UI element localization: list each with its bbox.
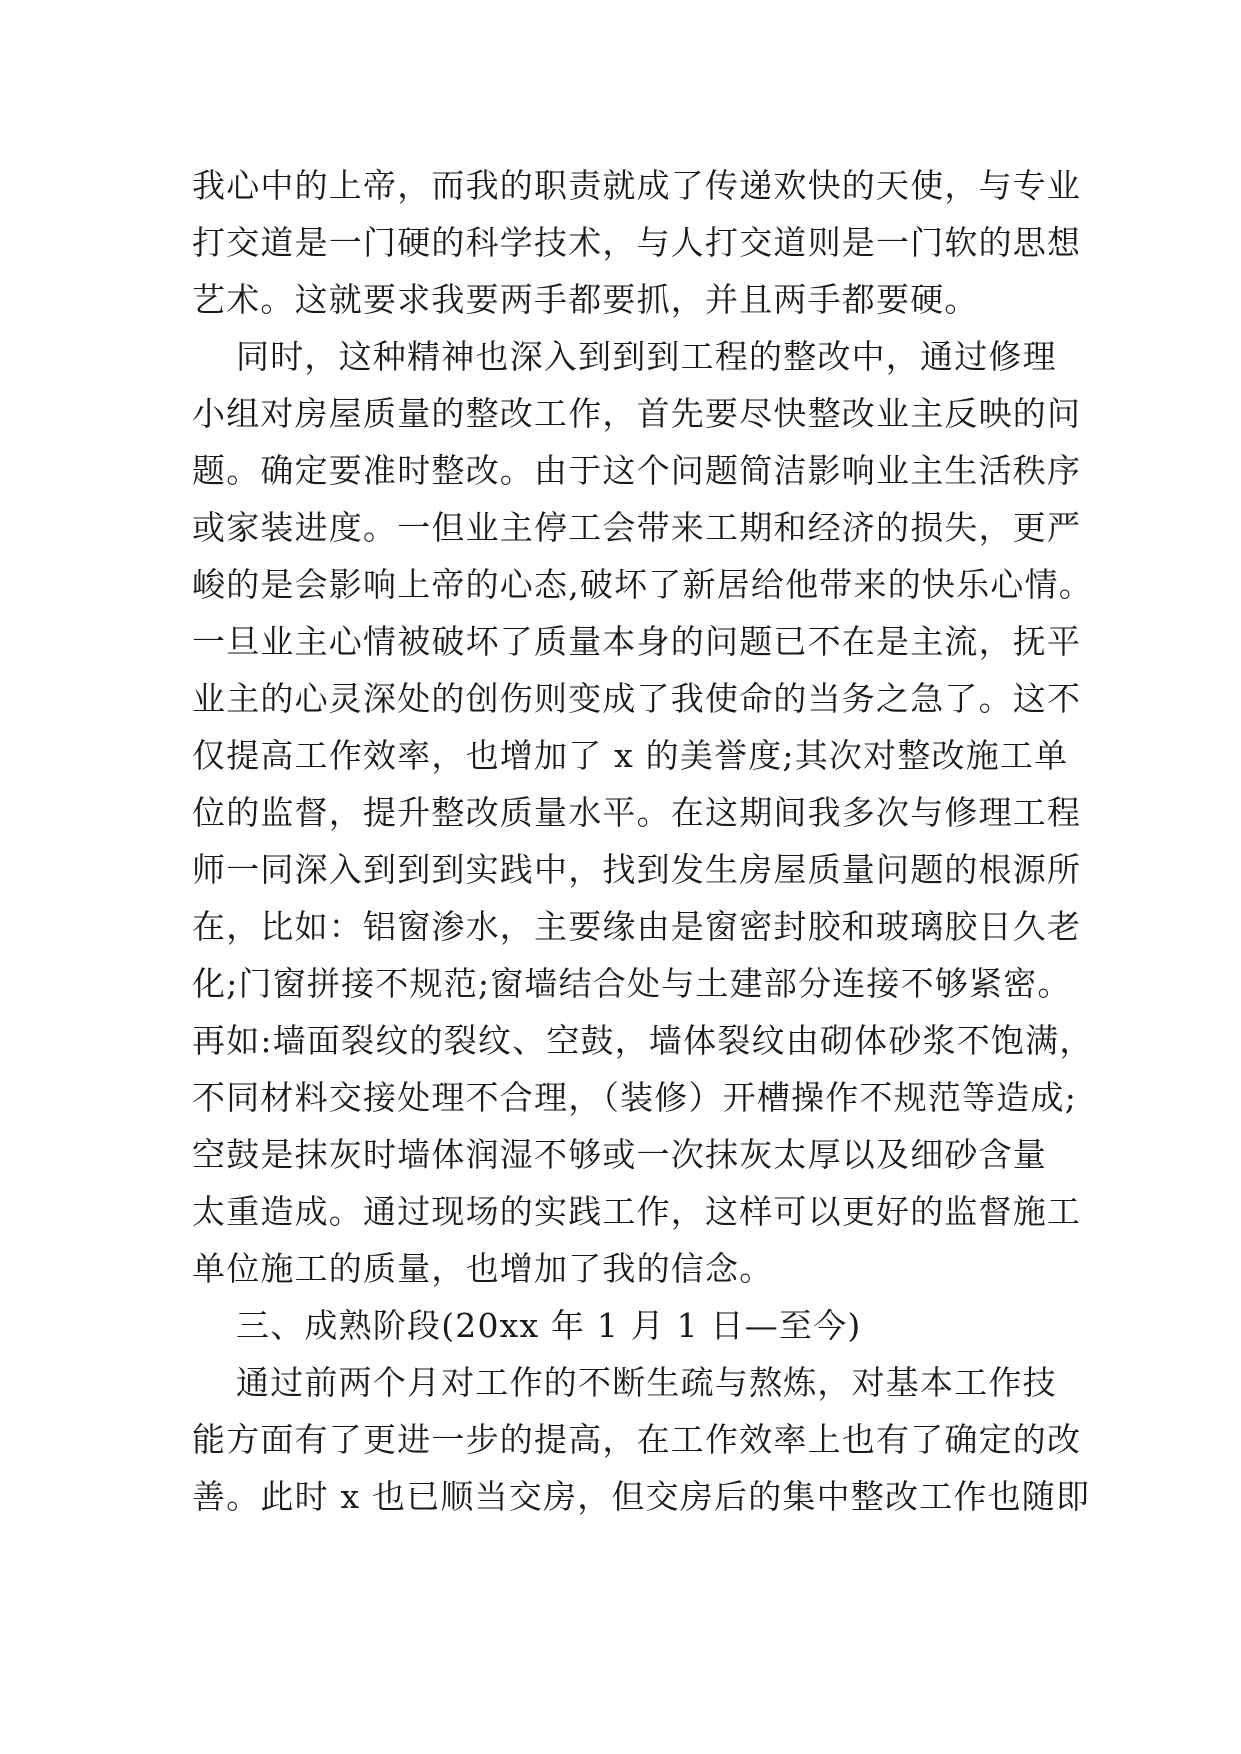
body-text-line: 小组对房屋质量的整改工作，首先要尽快整改业主反映的问 xyxy=(192,394,1082,433)
body-text-line: 艺术。这就要求我要两手都要抓，并且两手都要硬。 xyxy=(192,280,979,319)
paragraph-start-line: 同时，这种精神也深入到到到工程的整改中，通过修理 xyxy=(236,337,1057,376)
body-text-line: 业主的心灵深处的创伤则变成了我使命的当务之急了。这不 xyxy=(192,679,1082,718)
body-text-line: 不同材料交接处理不合理，（装修）开槽操作不规范等造成; xyxy=(192,1078,1078,1117)
body-text-line: 善。此时 x 也已顺当交房，但交房后的集中整改工作也随即 xyxy=(192,1477,1091,1516)
body-text-line: 题。确定要准时整改。由于这个问题简洁影响业主生活秩序 xyxy=(192,451,1082,490)
body-text-line: 单位施工的质量，也增加了我的信念。 xyxy=(192,1249,774,1288)
body-text-line: 再如:墙面裂纹的裂纹、空鼓，墙体裂纹由砌体砂浆不饱满， xyxy=(192,1021,1094,1060)
body-text-line: 或家装进度。一但业主停工会带来工期和经济的损失，更严 xyxy=(192,508,1082,547)
body-text-line: 峻的是会影响上帝的心态,破坏了新居给他带来的快乐心情。 xyxy=(192,565,1093,604)
section-heading: 三、成熟阶段(20xx 年 1 月 1 日—至今) xyxy=(236,1306,862,1345)
body-text-line: 我心中的上帝，而我的职责就成了传递欢快的天使，与专业 xyxy=(192,166,1082,205)
body-text-line: 在，比如：铝窗渗水，主要缘由是窗密封胶和玻璃胶日久老 xyxy=(192,907,1082,946)
body-text-line: 打交道是一门硬的科学技术，与人打交道则是一门软的思想 xyxy=(192,223,1082,262)
body-text-line: 位的监督，提升整改质量水平。在这期间我多次与修理工程 xyxy=(192,793,1082,832)
body-text-line: 太重造成。通过现场的实践工作，这样可以更好的监督施工 xyxy=(192,1192,1082,1231)
body-text-line: 能方面有了更进一步的提高，在工作效率上也有了确定的改 xyxy=(192,1420,1082,1459)
body-text-line: 仅提高工作效率，也增加了 x 的美誉度;其次对整改施工单 xyxy=(192,736,1069,775)
body-text-line: 师一同深入到到到实践中，找到发生房屋质量问题的根源所 xyxy=(192,850,1082,889)
body-text-line: 一旦业主心情被破坏了质量本身的问题已不在是主流，抚平 xyxy=(192,622,1082,661)
body-text-line: 化;门窗拼接不规范;窗墙结合处与土建部分连接不够紧密。 xyxy=(192,964,1072,1003)
body-text-line: 空鼓是抹灰时墙体润湿不够或一次抹灰太厚以及细砂含量 xyxy=(192,1135,1047,1174)
paragraph-start-line: 通过前两个月对工作的不断生疏与熬炼，对基本工作技 xyxy=(236,1363,1057,1402)
